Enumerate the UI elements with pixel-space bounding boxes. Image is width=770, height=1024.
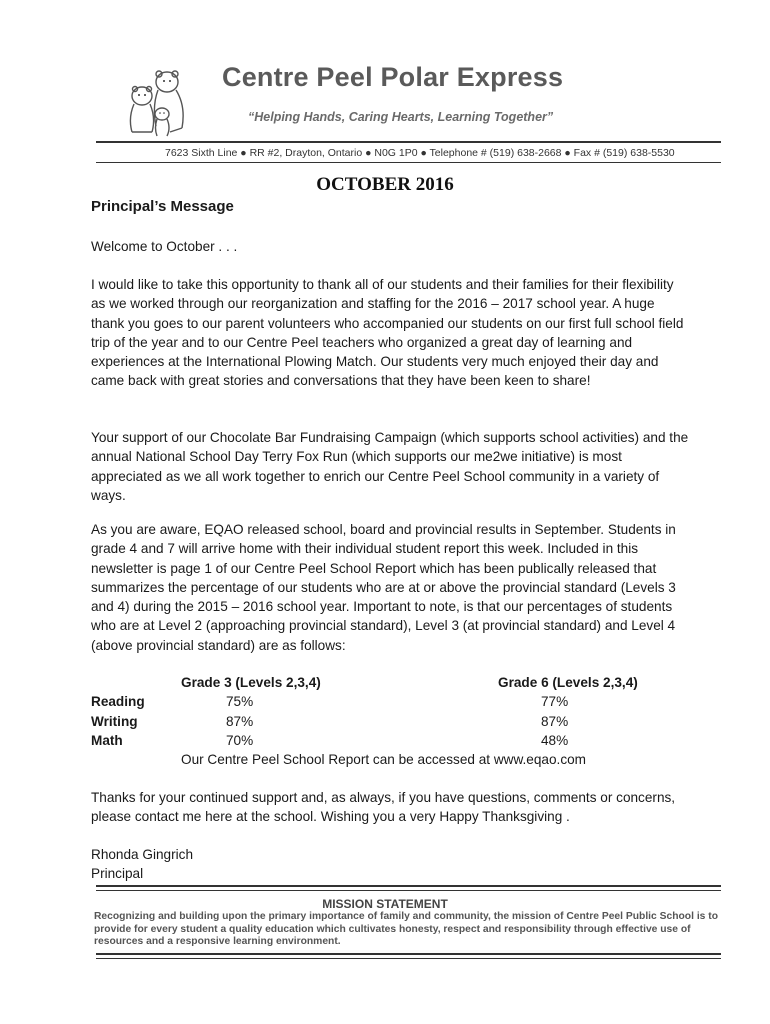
school-address: 7623 Sixth Line ● RR #2, Drayton, Ontario ● N0G 1P0 ● Telephone # (519) 638-2668 ● Fax # (519) 638-5530 <box>165 147 675 159</box>
paragraph-text: I would like to take this opportunity to thank all of our students and their families for their flexibility as we worked through our reorganization and staffing for the 2016 – 2017 school year. A huge thank you goes to our parent volunteers who accompanied our students on our first full school field trip of the year and to our Centre Peel teachers who organized a great day of learning and experiences at the International Plowing Match. Our students very much enjoyed their day and came back with great stories and conversations that they have been keen to share! <box>91 277 684 389</box>
subject-label: Math <box>91 732 123 748</box>
paragraph-2 <box>91 428 691 505</box>
signature-title: Principal <box>91 866 144 881</box>
results-header-row <box>91 673 691 692</box>
issue-month: OCTOBER 2016 <box>316 174 454 195</box>
paragraph-text: Your support of our Chocolate Bar Fundraising Campaign (which supports school activities) and the annual National School Day Terry Fox Run (which supports our me2we initiative) is most appreciated as we all work together to enrich our Centre Peel School community in a variety of ways. <box>91 430 689 503</box>
section-heading: Principal’s Message <box>91 198 234 215</box>
table-row <box>91 692 691 711</box>
signature-name: Rhonda Gingrich <box>91 847 194 862</box>
grade3-value: 87% <box>226 713 254 729</box>
closing-paragraph: Thanks for your continued support and, as always, if you have questions, comments or concerns, please contact me here at the school. Wishing you a very Happy Thanksgiving . <box>91 790 676 825</box>
header-rule-top <box>96 141 721 143</box>
table-row <box>91 712 691 731</box>
polar-bears-logo-icon <box>122 66 200 138</box>
subject-label: Writing <box>91 713 138 729</box>
mission-title: MISSION STATEMENT <box>322 897 448 911</box>
grade6-value: 48% <box>541 732 569 748</box>
mission-rule-bottom <box>96 953 721 955</box>
greeting: Welcome to October . . . <box>91 239 238 254</box>
mission-rule-top-thin <box>96 890 721 891</box>
mission-rule-bottom-thin <box>96 958 721 959</box>
paragraph-3 <box>91 520 691 655</box>
newsletter-tagline: “Helping Hands, Caring Hearts, Learning Together” <box>248 110 554 124</box>
table-row <box>91 731 691 750</box>
report-note: Our Centre Peel School Report can be accessed at www.eqao.com <box>181 752 587 768</box>
grade3-header: Grade 3 (Levels 2,3,4) <box>181 675 321 690</box>
header-rule-bottom <box>96 162 721 163</box>
grade6-value: 77% <box>541 694 569 710</box>
mission-rule-top <box>96 885 721 887</box>
paragraph-text: As you are aware, EQAO released school, board and provincial results in September. Students in grade 4 and 7 will arrive home with their individual student report this week. Included in this newsletter is page 1 of our Centre Peel School Report which has been publically released that summarizes the percentage of our students who are at or above the provincial standard (Levels 3 and 4) during the 2015 – 2016 school year. Important to note, is that our percentages of students who are at Level 2 (approaching provincial standard), Level 3 (at provincial standard) and Level 4 (above provincial standard) are as follows: <box>91 522 676 653</box>
newsletter-title: Centre Peel Polar Express <box>222 62 564 92</box>
subject-label: Reading <box>91 694 145 710</box>
grade6-header: Grade 6 (Levels 2,3,4) <box>498 675 638 690</box>
grade3-value: 70% <box>226 732 254 748</box>
eqao-results-table <box>91 673 691 769</box>
report-note-row <box>91 750 691 769</box>
grade3-value: 75% <box>226 694 254 710</box>
mission-text: Recognizing and building upon the primary importance of family and community, the mission of Centre Peel Public School is to provide for every student a quality education which cultivates honesty, respect and responsibility through effective use of resources and a responsive learning environment. <box>94 911 718 948</box>
grade6-value: 87% <box>541 713 569 729</box>
paragraph-1 <box>91 275 691 391</box>
